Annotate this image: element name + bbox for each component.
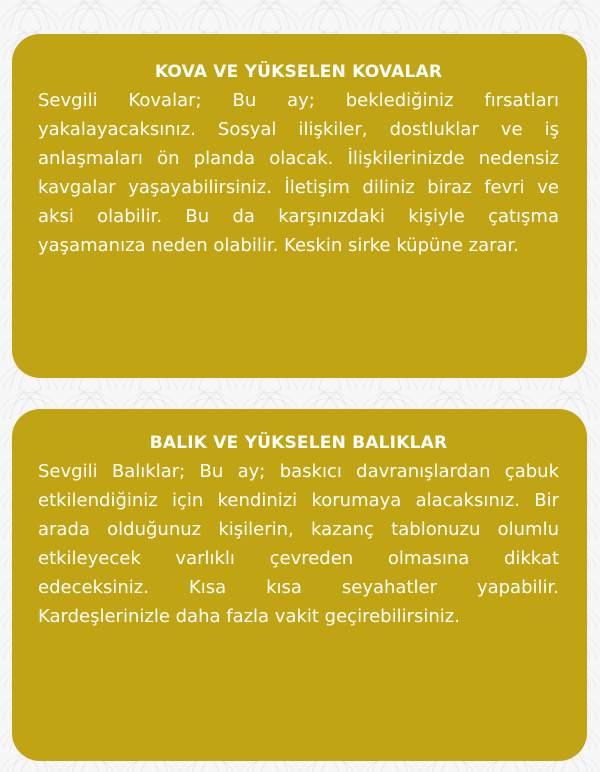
section-body-balik: Sevgili Balıklar; Bu ay; baskıcı davranışlardan çabuk etkilendiğiniz için kendinizi korumaya alacaksınız. Bir arada olduğunuz kişilerin, kazanç tablonuzu olumlu etkileyecek varlıklı çevreden olmasına dikkat edeceksiniz. Kısa kısa seyahatler yapabilir. Kardeşlerinizle daha fazla vakit geçirebilirsiniz. bbox=[38, 461, 559, 627]
section-title-balik: BALIK VE YÜKSELEN BALIKLAR bbox=[149, 433, 448, 453]
section-body-kova: Sevgili Kovalar; Bu ay; beklediğiniz fırsatları yakalayacaksınız. Sosyal ilişkiler, dostluklar ve iş anlaşmaları ön planda olacak. İlişkilerinizde nedensiz kavgalar yaşayabilirsiniz. İletişim diliniz biraz fevri ve aksi olabilir. Bu da karşınızdaki kişiyle çatışma yaşamanıza neden olabilir. Keskin sirke küpüne zarar. bbox=[38, 90, 559, 256]
horoscope-card-kova bbox=[12, 34, 587, 378]
horoscope-card-balik bbox=[12, 409, 587, 761]
section-title-kova: KOVA VE YÜKSELEN KOVALAR bbox=[154, 62, 443, 82]
